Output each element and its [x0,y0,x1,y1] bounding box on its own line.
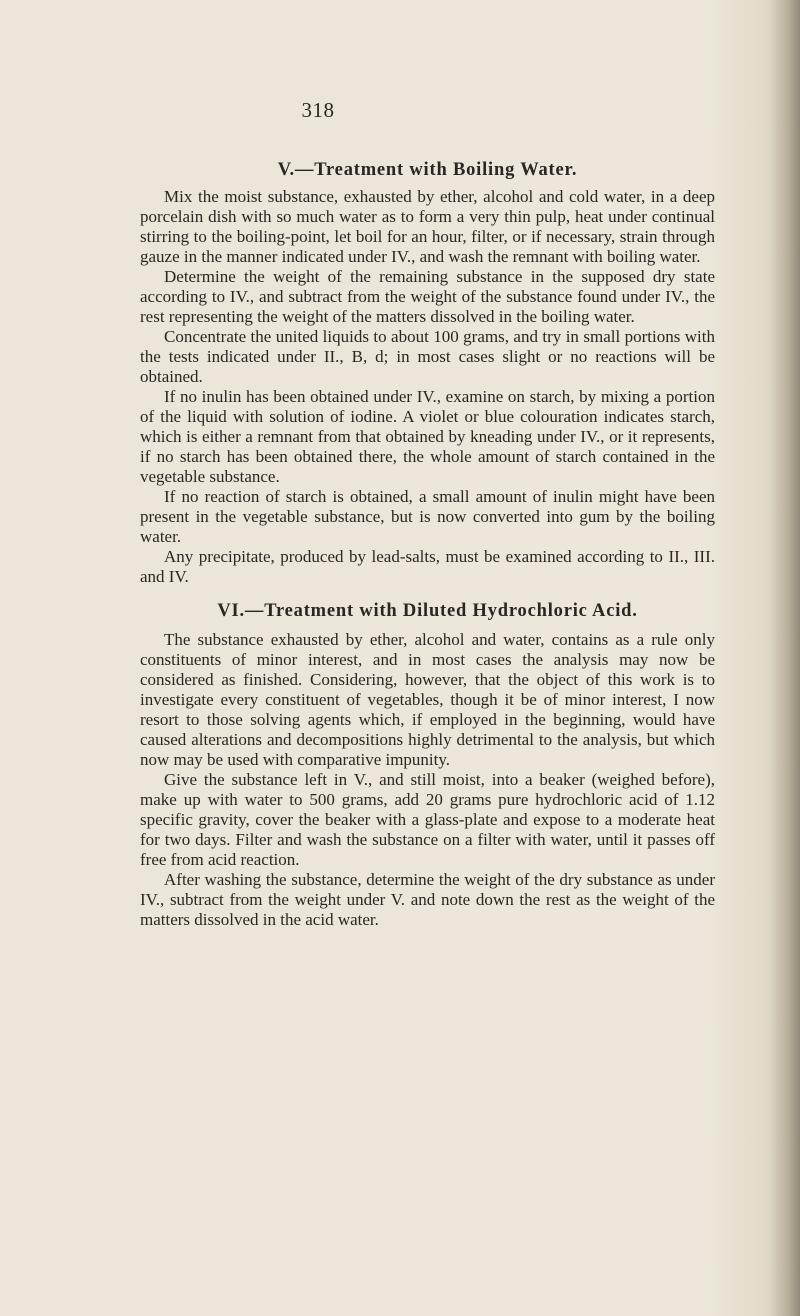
paragraph: Determine the weight of the remaining substance in the supposed dry state according to IV., and subtract from the weight of the substance found under IV., the rest representing the weight of the matters dissolved in the boiling water. [140,267,715,326]
paragraph: If no inulin has been obtained under IV., examine on starch, by mixing a portion of the liquid with solution of iodine. A violet or blue colouration indicates starch, which is either a remnant from that obtained by kneading under IV., or it represents, if no starch has been obtained there, the whole amount of starch contained in the vegetable substance. [140,387,715,486]
page-body [140,160,715,930]
page-number: 318 [301,98,335,122]
page-edge-shadow [770,0,800,1316]
section-vi [140,601,715,930]
paragraph: Concentrate the united liquids to about 100 grams, and try in small portions with the tests indicated under II., B, d; in most cases slight or no reactions will be obtained. [140,327,715,386]
paragraph: Give the substance left in V., and still moist, into a beaker (weighed before), make up with water to 500 grams, add 20 grams pure hydrochloric acid of 1.12 specific gravity, cover the beaker with a glass-plate and expose to a moderate heat for two days. Filter and wash the substance on a filter with water, until it passes off free from acid reaction. [140,770,715,869]
paragraph: Any precipitate, produced by lead-salts, must be examined according to II., III. and IV. [140,547,715,586]
paragraph: After washing the substance, determine the weight of the dry substance as under IV., subtract from the weight under V. and note down the rest as the weight of the matters dissolved in the acid water. [140,870,715,929]
section-v [140,160,715,587]
section-heading: VI.—Treatment with Diluted Hydrochloric Acid. [217,601,638,621]
paragraph: If no reaction of starch is obtained, a small amount of inulin might have been present in the vegetable substance, but is now converted into gum by the boiling water. [140,487,715,546]
section-heading: V.—Treatment with Boiling Water. [277,160,578,180]
paragraph: The substance exhausted by ether, alcohol and water, contains as a rule only constituents of minor interest, and in most cases the analysis may now be considered as finished. Considering, however, that the object of this work is to investigate every constituent of vegetables, though it be of minor interest, I now resort to those solving agents which, if employed in the beginning, would have caused alterations and decompositions highly detrimental to the analysis, but which now may be used with comparative impunity. [140,630,715,769]
paragraph: Mix the moist substance, exhausted by ether, alcohol and cold water, in a deep porcelain dish with so much water as to form a very thin pulp, heat under continual stirring to the boiling-point, let boil for an hour, filter, or if necessary, strain through gauze in the manner indicated under IV., and wash the remnant with boiling water. [140,187,715,266]
